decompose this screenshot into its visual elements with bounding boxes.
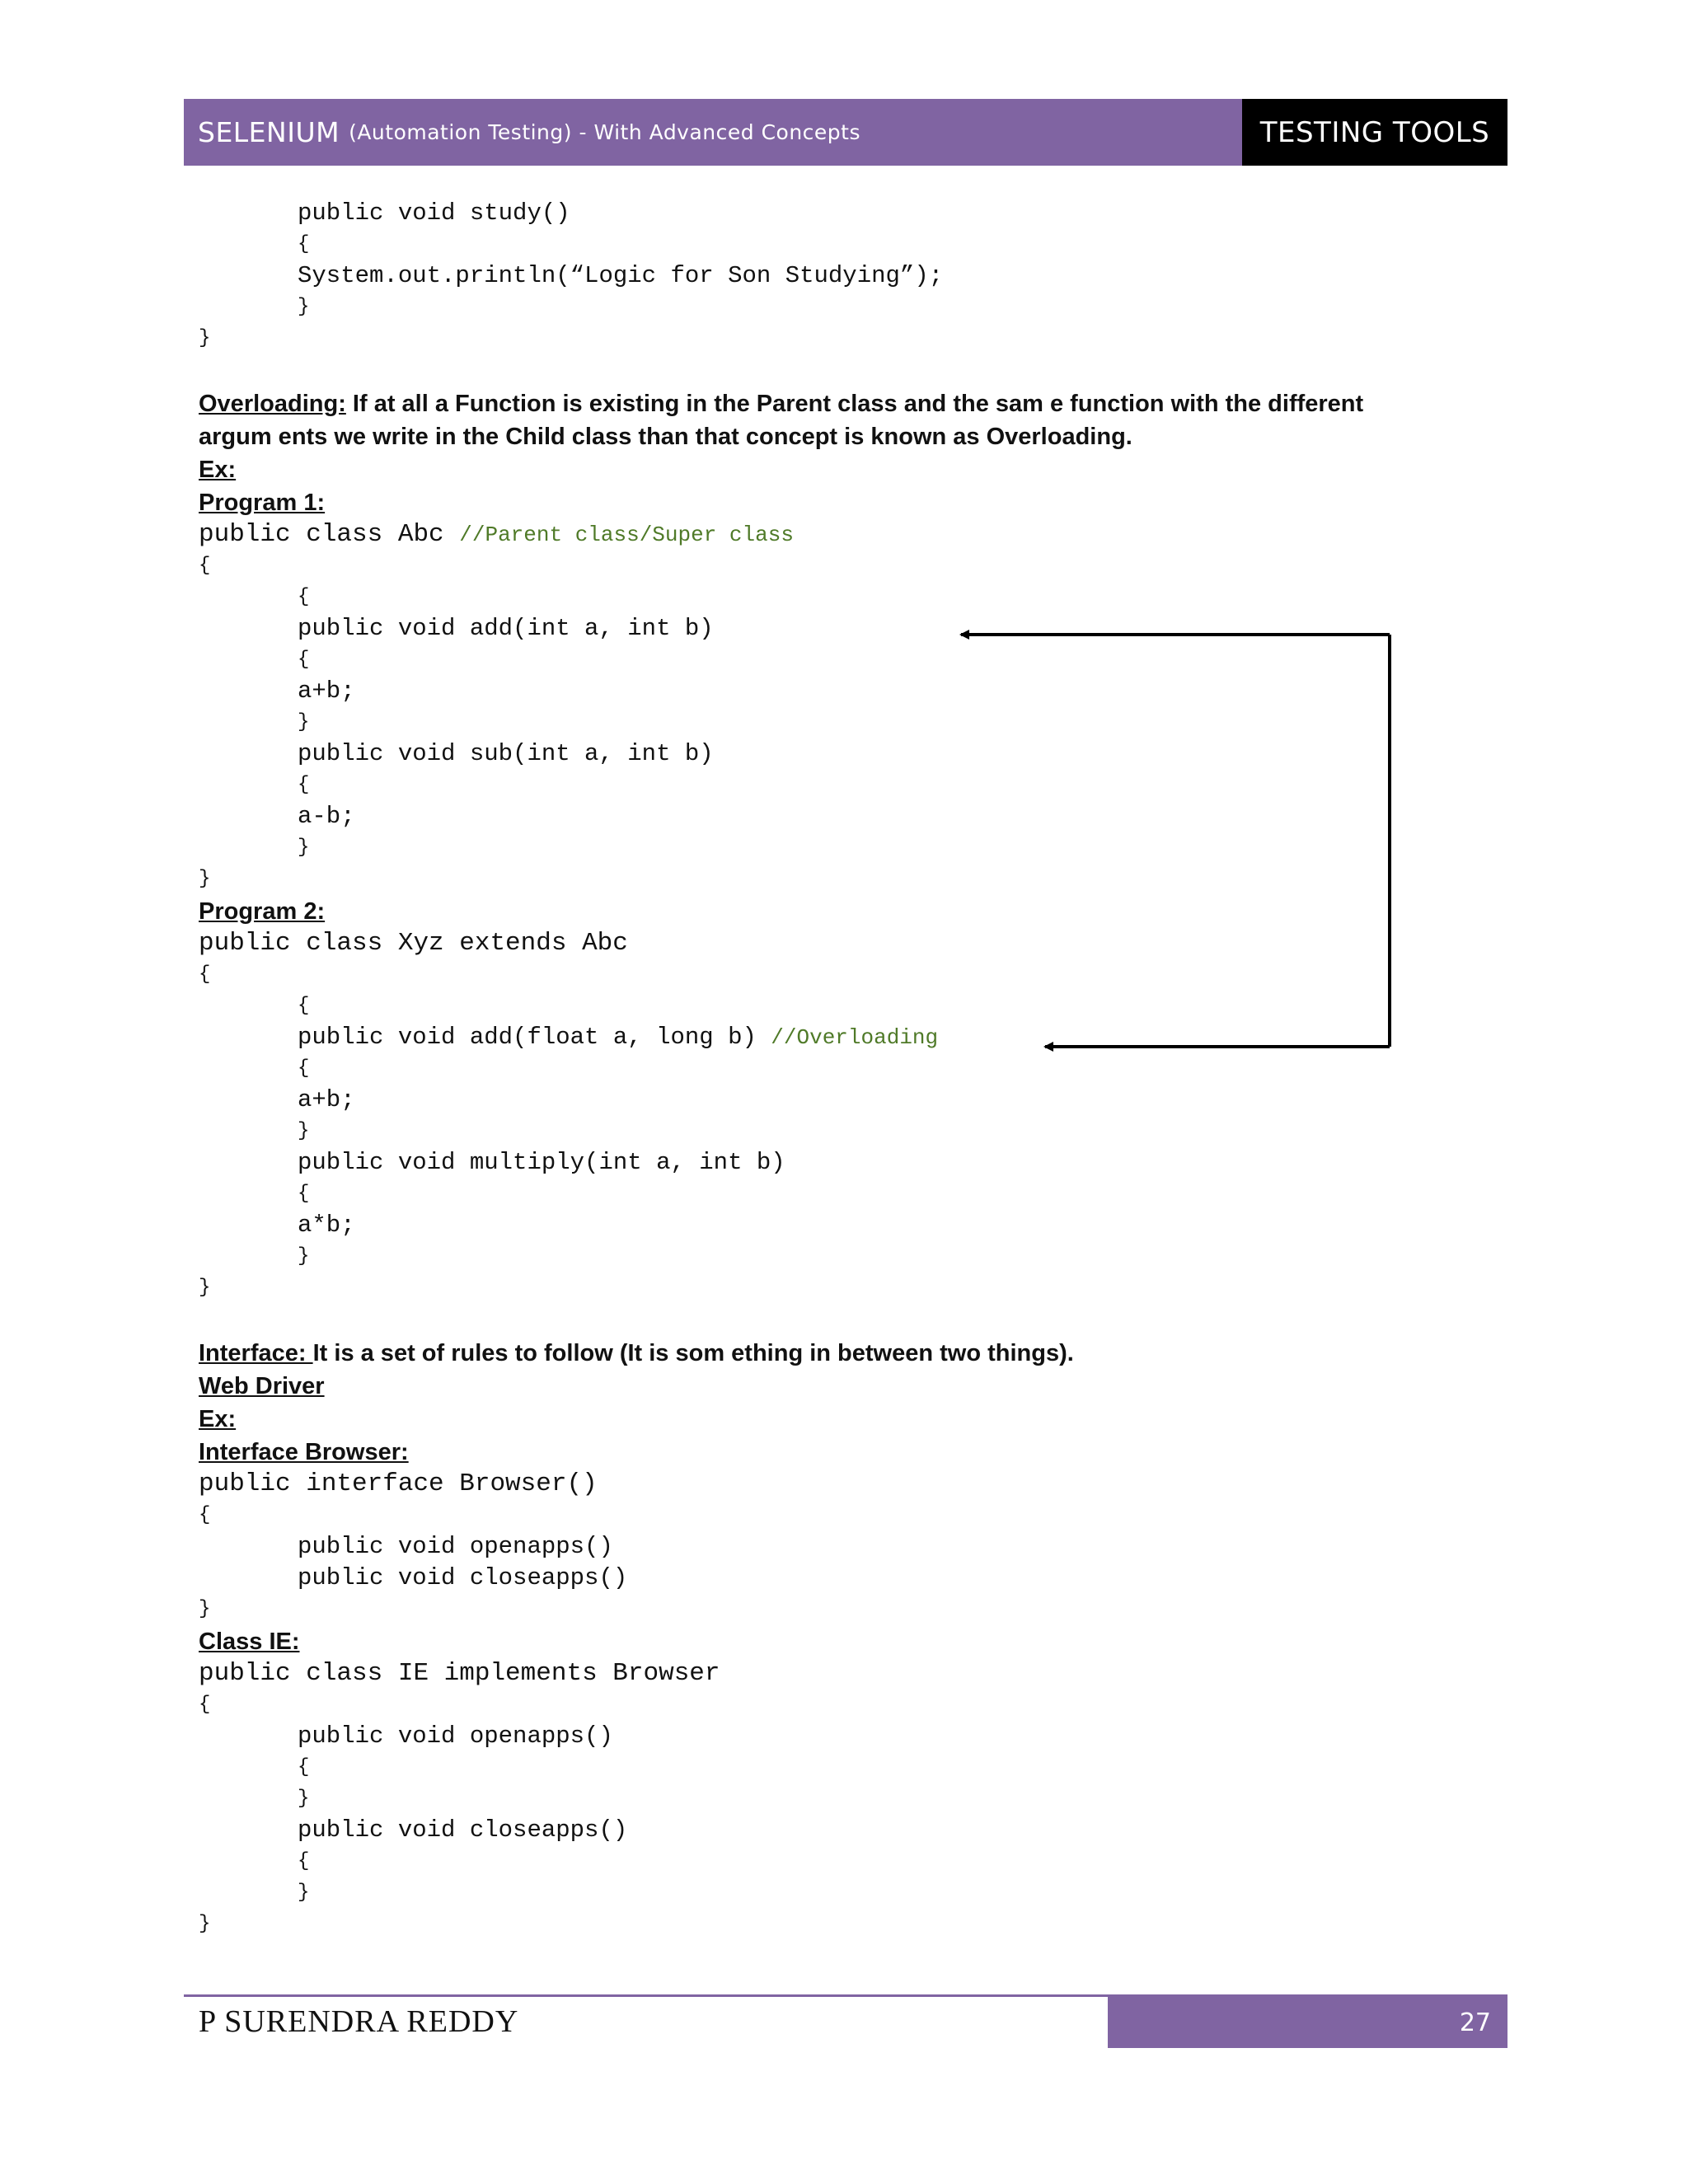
code-line: } <box>298 1120 310 1142</box>
interface-term: Interface: <box>199 1340 313 1366</box>
code-text: public class Abc <box>199 520 460 549</box>
interface-text: It is a set of rules to follow (It is som ething in between two things). <box>312 1340 1074 1366</box>
code-line: public void closeapps() <box>298 1564 628 1591</box>
program1-label: Program 1: <box>199 490 326 516</box>
code-line: a+b; <box>298 1086 355 1113</box>
code-line: } <box>298 711 310 733</box>
program1-add-method: public void add(int a, int b) <box>298 615 714 642</box>
code-text: public void add(float a, long b) <box>298 1024 771 1051</box>
code-line: } <box>298 1788 310 1810</box>
code-line: a-b; <box>298 803 355 830</box>
overloading-text: If at all a Function is existing in the Parent class and the sam e function with the different argum ents we write in the Child class than that concept is known as Overloading. <box>199 391 1364 450</box>
interface-decl: public interface Browser() <box>199 1469 598 1498</box>
footer-page-number: 27 <box>1108 1997 1507 2048</box>
code-line: public void openapps() <box>298 1722 613 1750</box>
ex-label: Ex: <box>199 1406 237 1432</box>
code-line: a+b; <box>298 677 355 705</box>
code-line: { <box>298 1756 310 1779</box>
code-line: a*b; <box>298 1212 355 1239</box>
code-line: { <box>298 995 310 1017</box>
code-line: public void multiply(int a, int b) <box>298 1149 785 1176</box>
code-line: } <box>298 1882 310 1904</box>
code-line: } <box>199 868 211 890</box>
code-line: { <box>199 1694 211 1716</box>
code-line: public void openapps() <box>298 1533 613 1560</box>
program2-label: Program 2: <box>199 898 326 925</box>
code-line: { <box>298 649 310 671</box>
code-line: { <box>199 1504 211 1526</box>
code-line: System.out.println(“Logic for Son Studying”); <box>298 262 944 289</box>
code-line: { <box>298 233 310 255</box>
program2-class-decl: public class Xyz extends Abc <box>199 929 628 958</box>
code-line: { <box>199 963 211 986</box>
code-line: { <box>298 1850 310 1872</box>
code-line: public void study() <box>298 199 570 227</box>
code-line: public void closeapps() <box>298 1816 628 1844</box>
footer-author: P SURENDRA REDDY <box>199 2004 519 2039</box>
code-line: } <box>298 296 310 318</box>
code-line: } <box>199 1277 211 1299</box>
interface-browser-label: Interface Browser: <box>199 1439 409 1465</box>
class-ie-label: Class IE: <box>199 1629 300 1655</box>
header-title-sub: (Automation Testing) - With Advanced Concepts <box>349 120 861 144</box>
code-comment: //Parent class/Super class <box>459 523 794 547</box>
code-line: } <box>199 1913 211 1935</box>
code-line: { <box>199 555 211 577</box>
header-section-label: TESTING TOOLS <box>1242 99 1507 166</box>
overloading-term: Overloading: <box>199 391 346 417</box>
code-line: { <box>298 774 310 796</box>
code-line: } <box>199 1598 211 1620</box>
code-line: { <box>298 1057 310 1080</box>
web-driver-label: Web Driver <box>199 1373 325 1399</box>
code-line: { <box>298 1183 310 1205</box>
code-line: } <box>298 1245 310 1268</box>
header-title-main: SELENIUM <box>198 116 340 148</box>
code-line: public void sub(int a, int b) <box>298 740 714 767</box>
ex-label: Ex: <box>199 457 237 483</box>
code-line: } <box>199 327 211 349</box>
code-line: { <box>298 586 310 608</box>
code-comment: //Overloading <box>771 1025 939 1050</box>
class-ie-decl: public class IE implements Browser <box>199 1659 720 1688</box>
code-line: } <box>298 837 310 859</box>
